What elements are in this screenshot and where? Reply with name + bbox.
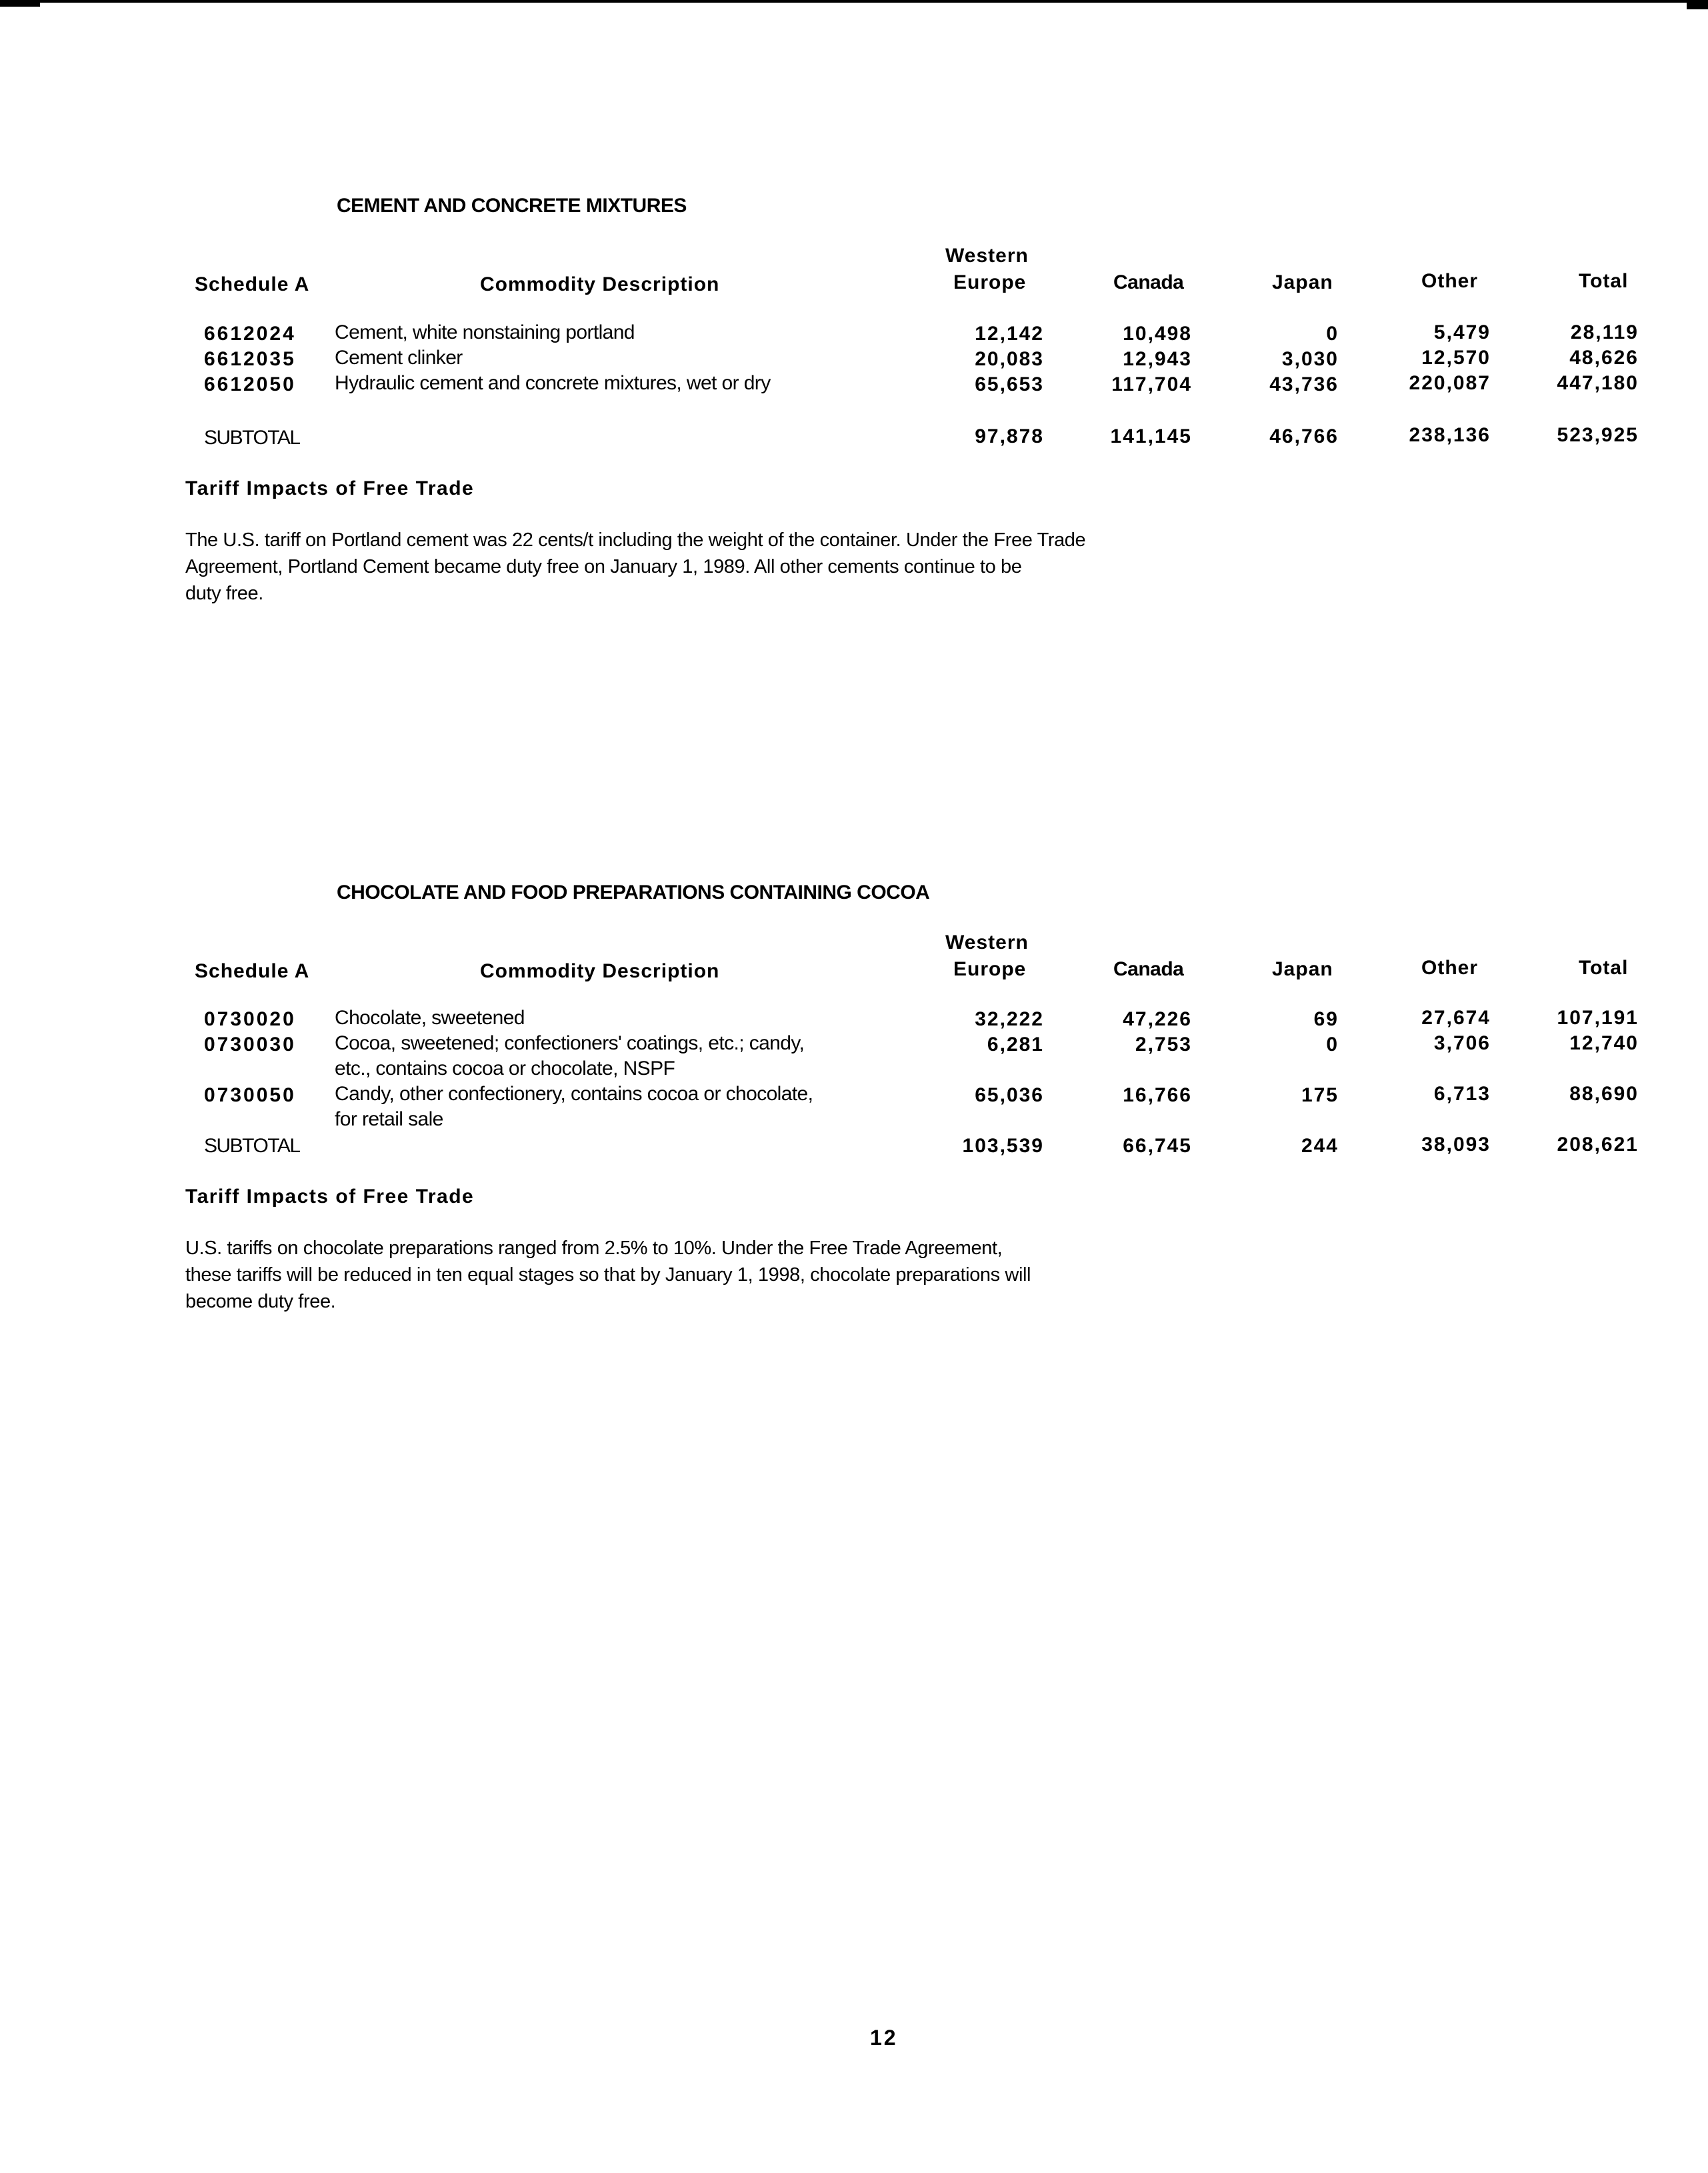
header-japan: Japan xyxy=(1272,271,1333,293)
row-code: 6612035 xyxy=(204,348,296,370)
section-title: CHOCOLATE AND FOOD PREPARATIONS CONTAINING COCOA xyxy=(337,881,930,903)
cell-canada: 16,766 xyxy=(1123,1084,1192,1106)
header-canada: Canada xyxy=(1113,958,1184,980)
cell-other: 6,713 xyxy=(1433,1083,1491,1105)
cell-western-europe: 20,083 xyxy=(975,348,1044,370)
paragraph-line: U.S. tariffs on chocolate preparations ranged from 2.5% to 10%. Under the Free Trade Agreement, xyxy=(185,1238,1003,1259)
row-description-continued: for retail sale xyxy=(335,1108,443,1130)
paragraph-line: Agreement, Portland Cement became duty free on January 1, 1989. All other cements continue to be xyxy=(185,556,1022,577)
cell-western-europe: 65,036 xyxy=(975,1084,1044,1106)
cell-japan: 175 xyxy=(1301,1084,1339,1106)
cell-japan: 0 xyxy=(1326,1033,1339,1055)
subtotal-japan: 244 xyxy=(1301,1135,1339,1157)
subtotal-canada: 66,745 xyxy=(1123,1135,1192,1157)
subtotal-label: SUBTOTAL xyxy=(204,427,300,449)
cell-canada: 12,943 xyxy=(1123,348,1192,370)
row-code: 0730030 xyxy=(204,1033,296,1055)
cell-total: 88,690 xyxy=(1569,1083,1639,1105)
header-western-europe-line1: Western xyxy=(945,245,1029,267)
subtotal-total: 523,925 xyxy=(1557,424,1639,446)
subtotal-canada: 141,145 xyxy=(1110,425,1192,447)
tariff-paragraph xyxy=(185,1235,1265,1315)
subtotal-japan: 46,766 xyxy=(1269,425,1339,447)
cell-other: 27,674 xyxy=(1421,1007,1491,1029)
header-total: Total xyxy=(1579,270,1629,292)
row-description: Cement clinker xyxy=(335,347,463,369)
paragraph-line: these tariffs will be reduced in ten equal stages so that by January 1, 1998, chocolate preparations will xyxy=(185,1264,1031,1286)
row-description: Hydraulic cement and concrete mixtures, wet or dry xyxy=(335,372,771,394)
paragraph-line: The U.S. tariff on Portland cement was 22 cents/t including the weight of the container. Under the Free Trade xyxy=(185,529,1086,551)
cell-japan: 69 xyxy=(1313,1008,1339,1030)
paragraph-line: become duty free. xyxy=(185,1291,336,1312)
header-schedule-a: Schedule A xyxy=(195,273,310,295)
cell-other: 3,706 xyxy=(1433,1032,1491,1054)
header-western-europe-line2: Europe xyxy=(953,271,1027,293)
row-description-continued: etc., contains cocoa or chocolate, NSPF xyxy=(335,1057,675,1079)
header-total: Total xyxy=(1579,957,1629,979)
header-other: Other xyxy=(1421,957,1479,979)
cell-other: 12,570 xyxy=(1421,347,1491,369)
cell-total: 28,119 xyxy=(1570,321,1639,343)
cell-total: 107,191 xyxy=(1557,1007,1639,1029)
header-japan: Japan xyxy=(1272,958,1333,980)
subtotal-other: 38,093 xyxy=(1421,1134,1491,1156)
tariff-paragraph xyxy=(185,527,1265,607)
cell-western-europe: 32,222 xyxy=(975,1008,1044,1030)
header-commodity-description: Commodity Description xyxy=(480,273,720,295)
row-code: 0730020 xyxy=(204,1008,296,1030)
header-western-europe-line2: Europe xyxy=(953,958,1027,980)
header-western-europe-line1: Western xyxy=(945,931,1029,953)
subtotal-other: 238,136 xyxy=(1409,424,1491,446)
paragraph-line: duty free. xyxy=(185,583,263,604)
subtotal-label: SUBTOTAL xyxy=(204,1135,300,1157)
cell-western-europe: 12,142 xyxy=(975,323,1044,345)
scan-corner-mark-right xyxy=(1687,0,1708,9)
section-title: CEMENT AND CONCRETE MIXTURES xyxy=(337,195,687,217)
cell-total: 447,180 xyxy=(1557,372,1639,394)
subtotal-western-europe: 103,539 xyxy=(962,1135,1044,1157)
subtotal-total: 208,621 xyxy=(1557,1134,1639,1156)
row-code: 0730050 xyxy=(204,1084,296,1106)
scan-corner-mark-left xyxy=(0,0,40,7)
row-description: Candy, other confectionery, contains cocoa or chocolate, xyxy=(335,1083,813,1105)
cell-canada: 47,226 xyxy=(1123,1008,1192,1030)
row-code: 6612050 xyxy=(204,373,296,395)
tariff-impacts-heading: Tariff Impacts of Free Trade xyxy=(185,1186,475,1208)
cell-canada: 117,704 xyxy=(1111,373,1192,395)
cell-total: 48,626 xyxy=(1569,347,1639,369)
cell-japan: 43,736 xyxy=(1269,373,1339,395)
page-number: 12 xyxy=(870,2026,898,2050)
header-other: Other xyxy=(1421,270,1479,292)
row-code: 6612024 xyxy=(204,323,296,345)
row-description: Cement, white nonstaining portland xyxy=(335,321,635,343)
header-schedule-a: Schedule A xyxy=(195,960,310,982)
cell-total: 12,740 xyxy=(1569,1032,1639,1054)
cell-western-europe: 6,281 xyxy=(987,1033,1044,1055)
row-description: Cocoa, sweetened; confectioners' coatings, etc.; candy, xyxy=(335,1032,805,1054)
cell-japan: 0 xyxy=(1326,323,1339,345)
top-border-rule xyxy=(0,0,1708,3)
header-commodity-description: Commodity Description xyxy=(480,960,720,982)
cell-canada: 10,498 xyxy=(1123,323,1192,345)
cell-canada: 2,753 xyxy=(1135,1033,1192,1055)
cell-other: 220,087 xyxy=(1409,372,1491,394)
tariff-impacts-heading: Tariff Impacts of Free Trade xyxy=(185,477,475,499)
row-description: Chocolate, sweetened xyxy=(335,1007,525,1029)
subtotal-western-europe: 97,878 xyxy=(975,425,1044,447)
cell-other: 5,479 xyxy=(1433,321,1491,343)
cell-japan: 3,030 xyxy=(1281,348,1339,370)
cell-western-europe: 65,653 xyxy=(975,373,1044,395)
header-canada: Canada xyxy=(1113,271,1184,293)
